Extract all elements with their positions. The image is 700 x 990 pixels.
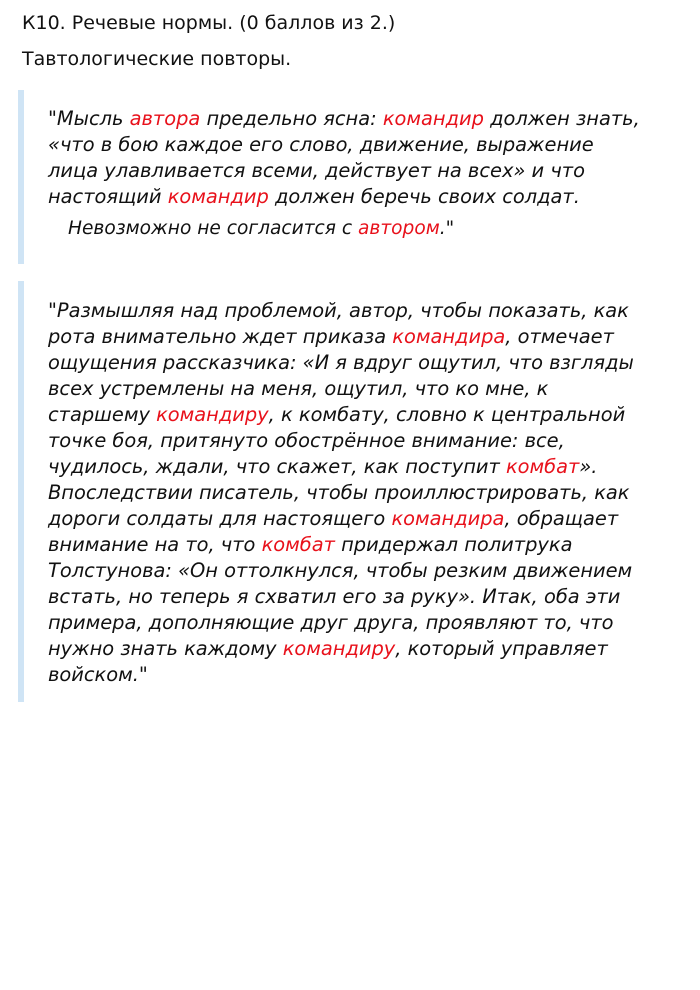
quote-block xyxy=(18,90,658,264)
quote-line xyxy=(48,532,654,558)
quote-line xyxy=(48,376,654,402)
quote-text: , к комбату, словно к центральной xyxy=(268,403,626,426)
repeated-word-highlight: командира xyxy=(392,325,506,348)
criterion-title: К10. Речевые нормы. (0 баллов из 2.) xyxy=(22,12,396,34)
quote-text: войском." xyxy=(48,663,148,686)
quote-text: , который управляет xyxy=(395,637,608,660)
quote-line xyxy=(48,402,654,428)
quote-text: встать, но теперь я схватил его за руку». Итак, оба эти xyxy=(48,585,621,608)
quote-text: внимание на то, что xyxy=(48,533,262,556)
repeated-word-highlight: автором xyxy=(357,218,440,239)
quote-text: лица улавливается всеми, действует на всех» и что xyxy=(48,159,585,182)
quote-line xyxy=(48,106,654,132)
error-type-label: Тавтологические повторы. xyxy=(22,48,292,70)
quote-line xyxy=(48,506,654,532)
quote-line xyxy=(48,610,654,636)
quote-text: старшему xyxy=(48,403,157,426)
repeated-word-highlight: комбат xyxy=(261,533,335,556)
quote-line xyxy=(48,558,654,584)
quote-line xyxy=(48,428,654,454)
quote-line xyxy=(48,132,654,158)
quote-text: дороги солдаты для настоящего xyxy=(48,507,392,530)
quote-text: ." xyxy=(439,218,455,239)
quote-line xyxy=(48,350,654,376)
quote-text: настоящий xyxy=(48,185,168,208)
quote-text: Впоследствии писатель, чтобы проиллюстрировать, как xyxy=(48,481,630,504)
quote-text: придержал политрука xyxy=(334,533,573,556)
quote-line xyxy=(48,158,654,184)
quote-text: рота внимательно ждет приказа xyxy=(48,325,393,348)
quote-text: предельно ясна: xyxy=(200,107,383,130)
repeated-word-highlight: командир xyxy=(167,185,269,208)
repeated-word-highlight: командир xyxy=(382,107,484,130)
quote-line xyxy=(48,636,654,662)
repeated-word-highlight: комбат xyxy=(505,455,580,478)
quote-line xyxy=(48,184,654,210)
quote-text: всех устремлены на меня, ощутил, что ко мне, к xyxy=(48,377,549,400)
quote-line xyxy=(48,662,654,688)
quote-text: чудилось, ждали, что скажет, как поступит xyxy=(48,455,506,478)
repeated-word-highlight: автора xyxy=(129,107,201,130)
quote-text: Толстунова: «Он оттолкнулся, чтобы резким движением xyxy=(48,559,633,582)
repeated-word-highlight: командира xyxy=(391,507,505,530)
quote-text: должен знать, xyxy=(483,107,640,130)
repeated-word-highlight: командиру xyxy=(156,403,269,426)
quote-text: должен беречь своих солдат. xyxy=(268,185,580,208)
quote-line xyxy=(48,324,654,350)
quote-text: примера, дополняющие друг друга, проявляют то, что xyxy=(48,611,614,634)
quote-text: "Мысль xyxy=(48,107,130,130)
quote-text: Невозможно не согласится с xyxy=(68,218,358,239)
quote-text: ». xyxy=(579,455,598,478)
quote-text: "Размышляя над проблемой, автор, чтобы показать, как xyxy=(48,299,629,322)
quote-text: «что в бою каждое его слово, движение, выражение xyxy=(48,133,594,156)
quote-text: ощущения рассказчика: «И я вдруг ощутил, что взгляды xyxy=(48,351,634,374)
repeated-word-highlight: командиру xyxy=(282,637,396,660)
quote-text: , обращает xyxy=(504,507,619,530)
quote-text: нужно знать каждому xyxy=(48,637,283,660)
quote-line xyxy=(48,298,654,324)
quote-line xyxy=(48,454,654,480)
quote-line xyxy=(48,584,654,610)
quote-line xyxy=(48,480,654,506)
quote-block xyxy=(18,281,658,702)
quote-text: точке боя, притянуто обострённое внимание: все, xyxy=(48,429,565,452)
quote-text: , отмечает xyxy=(505,325,614,348)
quote-line xyxy=(48,216,654,242)
